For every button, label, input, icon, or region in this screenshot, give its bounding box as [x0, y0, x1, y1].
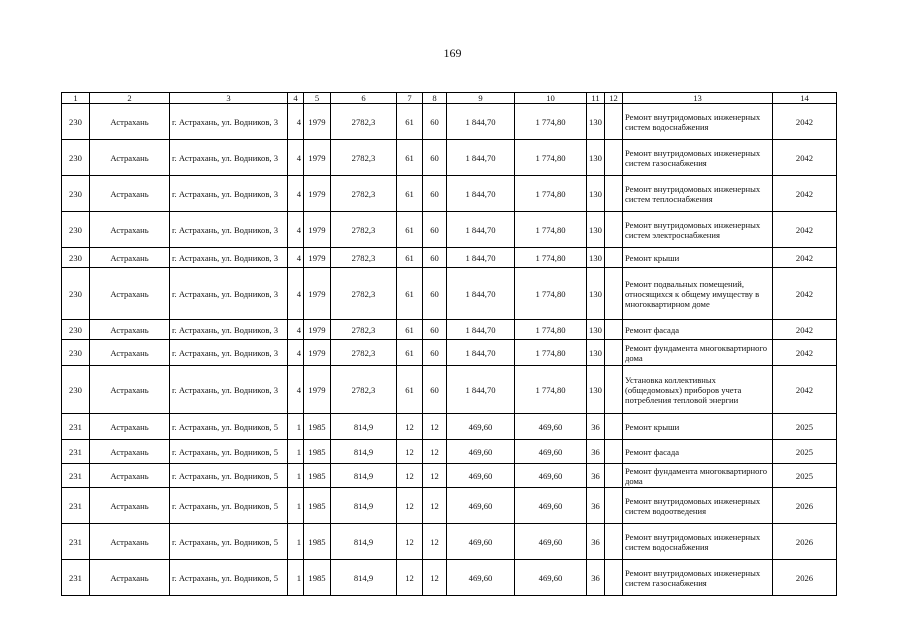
cell-period: 2026: [773, 524, 837, 560]
cell-address: г. Астрахань, ул. Водников, 3: [170, 176, 288, 212]
cell-work-type: Ремонт крыши: [623, 414, 773, 440]
cell-col8: 12: [423, 524, 447, 560]
cell-year: 1979: [304, 340, 331, 366]
column-header: 4: [288, 93, 304, 104]
cell-work-type: Установка коллективных (общедомовых) приборов учета потребления тепловой энергии: [623, 366, 773, 414]
cell-address: г. Астрахань, ул. Водников, 5: [170, 464, 288, 488]
cell-number: 230: [62, 366, 90, 414]
cell-floors: 4: [288, 320, 304, 340]
cell-col11: 130: [587, 248, 605, 268]
cell-address: г. Астрахань, ул. Водников, 5: [170, 488, 288, 524]
cell-col12: [605, 248, 623, 268]
cell-area: 814,9: [331, 488, 397, 524]
cell-col7: 61: [397, 366, 423, 414]
cell-address: г. Астрахань, ул. Водников, 5: [170, 560, 288, 596]
cell-col12: [605, 268, 623, 320]
cell-settlement: Астрахань: [90, 414, 170, 440]
cell-col9: 469,60: [447, 524, 515, 560]
cell-col11: 130: [587, 212, 605, 248]
cell-col8: 60: [423, 268, 447, 320]
cell-area: 814,9: [331, 560, 397, 596]
cell-col10: 1 774,80: [515, 212, 587, 248]
cell-col12: [605, 104, 623, 140]
cell-col10: 1 774,80: [515, 140, 587, 176]
cell-col11: 36: [587, 488, 605, 524]
cell-floors: 1: [288, 440, 304, 464]
cell-col12: [605, 440, 623, 464]
cell-area: 814,9: [331, 414, 397, 440]
cell-col11: 130: [587, 140, 605, 176]
cell-floors: 4: [288, 212, 304, 248]
cell-year: 1985: [304, 464, 331, 488]
cell-area: 814,9: [331, 524, 397, 560]
cell-col10: 1 774,80: [515, 320, 587, 340]
cell-year: 1985: [304, 560, 331, 596]
cell-number: 231: [62, 464, 90, 488]
cell-col11: 36: [587, 524, 605, 560]
cell-col10: 469,60: [515, 524, 587, 560]
cell-number: 230: [62, 104, 90, 140]
cell-number: 231: [62, 524, 90, 560]
cell-col12: [605, 560, 623, 596]
cell-period: 2042: [773, 320, 837, 340]
cell-address: г. Астрахань, ул. Водников, 3: [170, 140, 288, 176]
cell-number: 230: [62, 268, 90, 320]
cell-period: 2042: [773, 340, 837, 366]
cell-col7: 61: [397, 104, 423, 140]
table-body: [62, 104, 837, 596]
cell-year: 1979: [304, 366, 331, 414]
table-row: [62, 366, 837, 414]
cell-number: 230: [62, 320, 90, 340]
cell-settlement: Астрахань: [90, 340, 170, 366]
cell-col9: 1 844,70: [447, 340, 515, 366]
cell-number: 231: [62, 560, 90, 596]
cell-number: 231: [62, 440, 90, 464]
cell-settlement: Астрахань: [90, 248, 170, 268]
cell-col8: 60: [423, 176, 447, 212]
cell-year: 1979: [304, 104, 331, 140]
cell-period: 2042: [773, 212, 837, 248]
cell-floors: 1: [288, 414, 304, 440]
cell-year: 1979: [304, 212, 331, 248]
cell-col10: 469,60: [515, 488, 587, 524]
cell-floors: 1: [288, 464, 304, 488]
cell-col9: 1 844,70: [447, 268, 515, 320]
cell-area: 2782,3: [331, 366, 397, 414]
cell-work-type: Ремонт внутридомовых инженерных систем газоснабжения: [623, 140, 773, 176]
cell-col7: 61: [397, 268, 423, 320]
cell-col9: 1 844,70: [447, 320, 515, 340]
cell-col11: 130: [587, 268, 605, 320]
cell-year: 1979: [304, 140, 331, 176]
cell-period: 2042: [773, 268, 837, 320]
cell-col12: [605, 366, 623, 414]
cell-area: 2782,3: [331, 212, 397, 248]
cell-col7: 61: [397, 176, 423, 212]
cell-work-type: Ремонт крыши: [623, 248, 773, 268]
cell-address: г. Астрахань, ул. Водников, 3: [170, 366, 288, 414]
cell-number: 230: [62, 212, 90, 248]
cell-col9: 469,60: [447, 440, 515, 464]
cell-address: г. Астрахань, ул. Водников, 5: [170, 440, 288, 464]
cell-col7: 12: [397, 414, 423, 440]
cell-col7: 61: [397, 248, 423, 268]
cell-col10: 1 774,80: [515, 366, 587, 414]
cell-work-type: Ремонт фундамента многоквартирного дома: [623, 464, 773, 488]
cell-col12: [605, 176, 623, 212]
column-header: 8: [423, 93, 447, 104]
cell-settlement: Астрахань: [90, 212, 170, 248]
table-row: [62, 340, 837, 366]
cell-col8: 60: [423, 104, 447, 140]
cell-number: 231: [62, 488, 90, 524]
cell-col7: 12: [397, 560, 423, 596]
cell-work-type: Ремонт фасада: [623, 320, 773, 340]
cell-number: 231: [62, 414, 90, 440]
cell-col11: 130: [587, 104, 605, 140]
cell-col12: [605, 212, 623, 248]
cell-settlement: Астрахань: [90, 524, 170, 560]
cell-period: 2042: [773, 248, 837, 268]
cell-col10: 1 774,80: [515, 104, 587, 140]
cell-col8: 60: [423, 320, 447, 340]
cell-area: 814,9: [331, 440, 397, 464]
cell-area: 2782,3: [331, 268, 397, 320]
cell-area: 2782,3: [331, 176, 397, 212]
column-header: 7: [397, 93, 423, 104]
cell-col11: 130: [587, 176, 605, 212]
table-row: [62, 320, 837, 340]
cell-year: 1979: [304, 176, 331, 212]
cell-year: 1985: [304, 440, 331, 464]
cell-work-type: Ремонт внутридомовых инженерных систем водоснабжения: [623, 524, 773, 560]
cell-floors: 1: [288, 524, 304, 560]
cell-period: 2042: [773, 176, 837, 212]
cell-period: 2025: [773, 414, 837, 440]
cell-col7: 12: [397, 440, 423, 464]
cell-col9: 469,60: [447, 488, 515, 524]
cell-col7: 12: [397, 524, 423, 560]
cell-settlement: Астрахань: [90, 366, 170, 414]
cell-col10: 1 774,80: [515, 340, 587, 366]
page-number: 169: [443, 46, 462, 60]
cell-work-type: Ремонт внутридомовых инженерных систем теплоснабжения: [623, 176, 773, 212]
cell-col7: 61: [397, 140, 423, 176]
cell-year: 1979: [304, 268, 331, 320]
cell-area: 2782,3: [331, 140, 397, 176]
cell-year: 1985: [304, 524, 331, 560]
cell-year: 1985: [304, 414, 331, 440]
cell-col12: [605, 414, 623, 440]
cell-settlement: Астрахань: [90, 560, 170, 596]
cell-work-type: Ремонт внутридомовых инженерных систем водоснабжения: [623, 104, 773, 140]
cell-col9: 1 844,70: [447, 176, 515, 212]
header-row: [62, 93, 837, 104]
cell-address: г. Астрахань, ул. Водников, 3: [170, 212, 288, 248]
cell-col10: 469,60: [515, 464, 587, 488]
cell-col10: 469,60: [515, 440, 587, 464]
table-row: [62, 414, 837, 440]
cell-col11: 130: [587, 366, 605, 414]
cell-col8: 12: [423, 464, 447, 488]
column-header: 1: [62, 93, 90, 104]
cell-area: 814,9: [331, 464, 397, 488]
column-header: 10: [515, 93, 587, 104]
cell-col12: [605, 464, 623, 488]
cell-col11: 36: [587, 414, 605, 440]
cell-floors: 4: [288, 176, 304, 212]
cell-address: г. Астрахань, ул. Водников, 3: [170, 320, 288, 340]
cell-settlement: Астрахань: [90, 140, 170, 176]
column-header: 11: [587, 93, 605, 104]
cell-period: 2042: [773, 366, 837, 414]
cell-period: 2042: [773, 140, 837, 176]
cell-col11: 36: [587, 440, 605, 464]
cell-year: 1985: [304, 488, 331, 524]
cell-settlement: Астрахань: [90, 176, 170, 212]
cell-col8: 12: [423, 440, 447, 464]
cell-period: 2026: [773, 488, 837, 524]
cell-address: г. Астрахань, ул. Водников, 3: [170, 340, 288, 366]
column-header: 2: [90, 93, 170, 104]
cell-col11: 36: [587, 464, 605, 488]
cell-col8: 60: [423, 212, 447, 248]
column-header: 14: [773, 93, 837, 104]
cell-col8: 12: [423, 560, 447, 596]
cell-address: г. Астрахань, ул. Водников, 3: [170, 104, 288, 140]
cell-col12: [605, 524, 623, 560]
cell-address: г. Астрахань, ул. Водников, 5: [170, 414, 288, 440]
cell-work-type: Ремонт внутридомовых инженерных систем электроснабжения: [623, 212, 773, 248]
cell-area: 2782,3: [331, 248, 397, 268]
cell-col8: 60: [423, 248, 447, 268]
cell-floors: 1: [288, 560, 304, 596]
table-row: [62, 268, 837, 320]
cell-col9: 1 844,70: [447, 366, 515, 414]
cell-floors: 4: [288, 340, 304, 366]
cell-number: 230: [62, 248, 90, 268]
cell-col10: 1 774,80: [515, 248, 587, 268]
cell-col8: 60: [423, 140, 447, 176]
cell-floors: 4: [288, 140, 304, 176]
cell-col9: 469,60: [447, 560, 515, 596]
column-header: 5: [304, 93, 331, 104]
cell-year: 1979: [304, 248, 331, 268]
cell-col10: 469,60: [515, 560, 587, 596]
cell-period: 2025: [773, 464, 837, 488]
cell-col7: 61: [397, 212, 423, 248]
cell-col9: 1 844,70: [447, 212, 515, 248]
table-row: [62, 464, 837, 488]
cell-col11: 130: [587, 340, 605, 366]
cell-number: 230: [62, 340, 90, 366]
cell-col12: [605, 320, 623, 340]
cell-col11: 130: [587, 320, 605, 340]
table-row: [62, 176, 837, 212]
cell-number: 230: [62, 140, 90, 176]
cell-settlement: Астрахань: [90, 440, 170, 464]
cell-period: 2042: [773, 104, 837, 140]
cell-floors: 1: [288, 488, 304, 524]
cell-col9: 1 844,70: [447, 140, 515, 176]
cell-settlement: Астрахань: [90, 320, 170, 340]
cell-floors: 4: [288, 248, 304, 268]
cell-work-type: Ремонт подвальных помещений, относящихся к общему имуществу в многоквартирном доме: [623, 268, 773, 320]
cell-col12: [605, 488, 623, 524]
cell-year: 1979: [304, 320, 331, 340]
cell-col9: 469,60: [447, 464, 515, 488]
cell-address: г. Астрахань, ул. Водников, 3: [170, 248, 288, 268]
column-header: 13: [623, 93, 773, 104]
cell-col12: [605, 340, 623, 366]
cell-work-type: Ремонт фасада: [623, 440, 773, 464]
cell-area: 2782,3: [331, 340, 397, 366]
register-table: [61, 92, 837, 596]
cell-col7: 12: [397, 488, 423, 524]
cell-floors: 4: [288, 268, 304, 320]
cell-col12: [605, 140, 623, 176]
cell-period: 2026: [773, 560, 837, 596]
cell-col9: 1 844,70: [447, 248, 515, 268]
cell-col8: 60: [423, 340, 447, 366]
cell-col10: 1 774,80: [515, 268, 587, 320]
table-row: [62, 440, 837, 464]
column-header: 3: [170, 93, 288, 104]
cell-settlement: Астрахань: [90, 268, 170, 320]
cell-address: г. Астрахань, ул. Водников, 5: [170, 524, 288, 560]
cell-settlement: Астрахань: [90, 104, 170, 140]
cell-col9: 469,60: [447, 414, 515, 440]
cell-col11: 36: [587, 560, 605, 596]
cell-col8: 12: [423, 414, 447, 440]
cell-settlement: Астрахань: [90, 488, 170, 524]
table-row: [62, 104, 837, 140]
column-header: 9: [447, 93, 515, 104]
cell-area: 2782,3: [331, 320, 397, 340]
cell-col10: 1 774,80: [515, 176, 587, 212]
table-row: [62, 524, 837, 560]
cell-col9: 1 844,70: [447, 104, 515, 140]
cell-col7: 61: [397, 340, 423, 366]
table-row: [62, 488, 837, 524]
cell-col7: 61: [397, 320, 423, 340]
cell-address: г. Астрахань, ул. Водников, 3: [170, 268, 288, 320]
cell-work-type: Ремонт внутридомовых инженерных систем газоснабжения: [623, 560, 773, 596]
table-row: [62, 140, 837, 176]
cell-col10: 469,60: [515, 414, 587, 440]
table-row: [62, 248, 837, 268]
column-header: 12: [605, 93, 623, 104]
cell-work-type: Ремонт фундамента многоквартирного дома: [623, 340, 773, 366]
cell-col8: 12: [423, 488, 447, 524]
cell-settlement: Астрахань: [90, 464, 170, 488]
cell-floors: 4: [288, 104, 304, 140]
cell-col7: 12: [397, 464, 423, 488]
cell-col8: 60: [423, 366, 447, 414]
cell-area: 2782,3: [331, 104, 397, 140]
cell-work-type: Ремонт внутридомовых инженерных систем водоотведения: [623, 488, 773, 524]
cell-number: 230: [62, 176, 90, 212]
column-header: 6: [331, 93, 397, 104]
table-row: [62, 212, 837, 248]
cell-period: 2025: [773, 440, 837, 464]
cell-floors: 4: [288, 366, 304, 414]
table-row: [62, 560, 837, 596]
